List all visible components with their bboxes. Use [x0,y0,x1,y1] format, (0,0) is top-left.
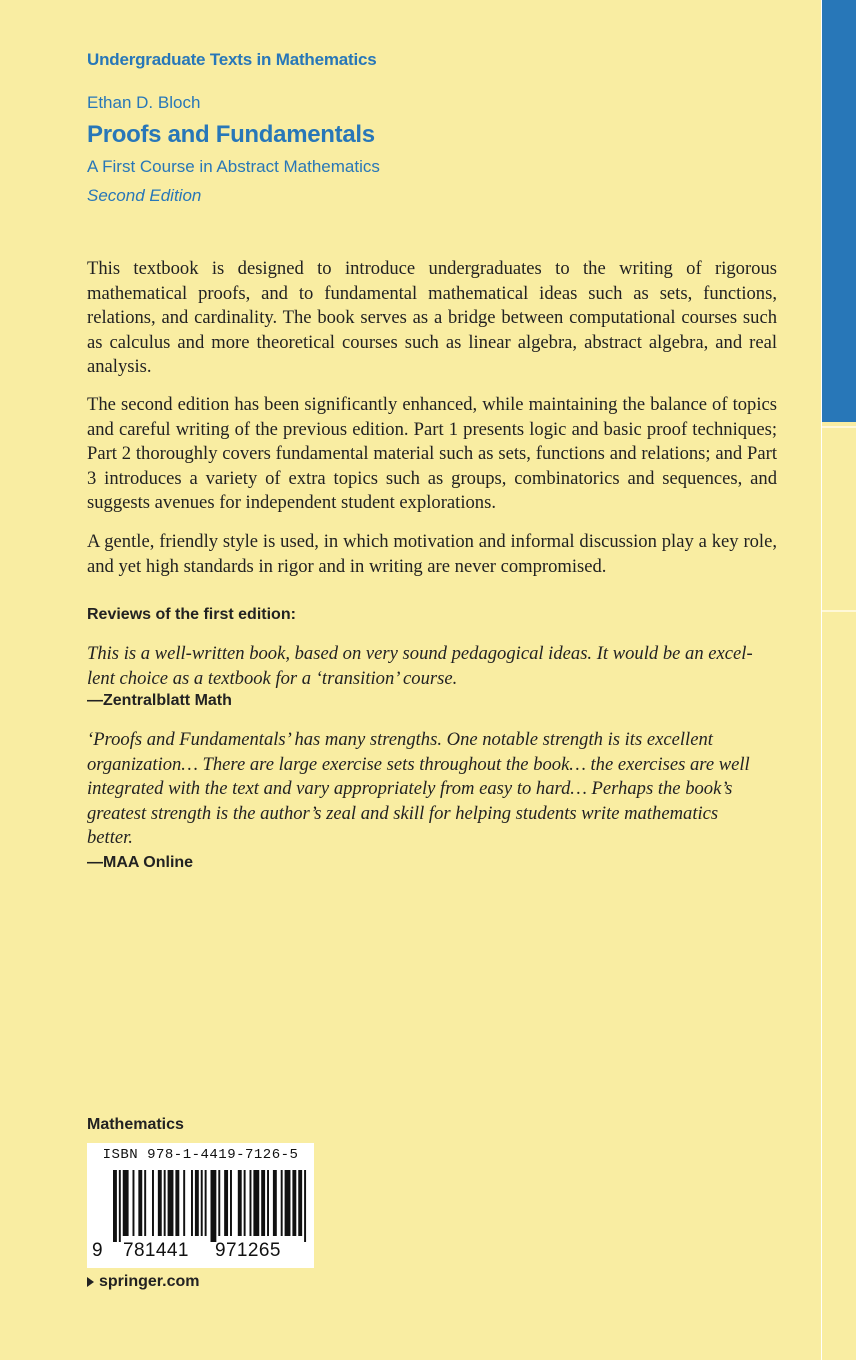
barcode-bar [168,1170,174,1236]
book-subtitle: A First Course in Abstract Mathematics [87,157,380,176]
description-paragraph: The second edition has been significantly enhanced, while maintaining the balance of topics and careful writing of the previous edition. Part 1 presents logic and basic proof techniques; Part 2 thoroughly covers fundamental material such as sets, functions and relations; and Part 3 introduces a variety of extra topics such as groups, combinatorics and sequences, and suggests avenues for independent student explorations. [87,394,777,514]
barcode-bar [205,1170,207,1236]
subject-category: Mathematics [87,1116,184,1133]
spine-divider [822,610,856,612]
book-title: Proofs and Fundamentals [87,121,375,148]
barcode-bar [211,1170,217,1242]
series-title: Undergraduate Texts in Mathematics [87,50,377,69]
barcode-bar [164,1170,166,1236]
barcode-bar [304,1170,306,1242]
barcode-bar [298,1170,302,1236]
isbn-barcode [87,1143,314,1268]
review-quote: This is a well-written book, based on very sound pedagogical ideas. It would be an excel-lent choice as a textbook for a ‘transition’ course. [87,643,753,689]
barcode-bar [119,1170,121,1242]
barcode-bar [224,1170,228,1236]
author-name: Ethan D. Bloch [87,93,201,112]
barcode-bar [253,1170,259,1236]
barcode-bar [138,1170,142,1236]
barcode-bar [175,1170,179,1236]
barcode-bar [281,1170,283,1236]
barcode-bar [133,1170,135,1236]
barcode-bar [218,1170,220,1236]
barcode-bar [191,1170,193,1236]
barcode-bar [183,1170,185,1236]
review-source: —MAA Online [87,854,194,871]
barcode-bar [273,1170,277,1236]
review-quote: ‘Proofs and Fundamentals’ has many strengths. One notable strength is its excellent organization… There are large exercise sets throughout the book… the exercises are well integrated with the text and vary appropriately from easy to hard… Perhaps the book’s greatest strength is the author’s zeal and skill for helping students write mathematics better. [87,729,750,849]
barcode-bar [230,1170,232,1236]
barcode-bar [285,1170,291,1236]
spine-divider [822,426,856,428]
isbn-label: ISBN 978-1-4419-7126-5 [102,1147,299,1163]
barcode-digits-right: 971265 [215,1240,281,1261]
barcode-bar [113,1170,117,1242]
barcode-bar [238,1170,242,1236]
barcode-digits-left: 781441 [123,1240,189,1261]
barcode-bar [201,1170,203,1236]
barcode-bars [113,1170,308,1242]
spine-color-block [822,0,856,422]
barcode-digit-first: 9 [92,1240,103,1261]
barcode-bar [123,1170,129,1236]
barcode-bar [244,1170,246,1236]
barcode-bar [292,1170,296,1236]
barcode-bar [250,1170,252,1236]
description-paragraph: This textbook is designed to introduce undergraduates to the writing of rigorous mathematical proofs, and to fundamental mathematical ideas such as sets, functions, relations, and cardinality. The book serves as a bridge between computational courses such as calculus and more theoretical courses such as linear algebra, abstract algebra, and real analysis. [87,258,777,378]
arrow-right-icon [87,1277,94,1287]
barcode-bar [144,1170,146,1236]
barcode-bar [158,1170,162,1236]
edition-label: Second Edition [87,186,202,205]
barcode-bar [152,1170,154,1236]
website-label: springer.com [99,1273,200,1290]
barcode-bar [261,1170,265,1236]
barcode-bar [195,1170,199,1236]
review-source: —Zentralblatt Math [87,692,232,709]
barcode-bar [267,1170,269,1236]
description-paragraph: A gentle, friendly style is used, in which motivation and informal discussion play a key role, and yet high standards in rigor and in writing are never compromised. [87,531,777,577]
reviews-heading: Reviews of the first edition: [87,606,296,623]
publisher-website[interactable] [87,1273,199,1291]
